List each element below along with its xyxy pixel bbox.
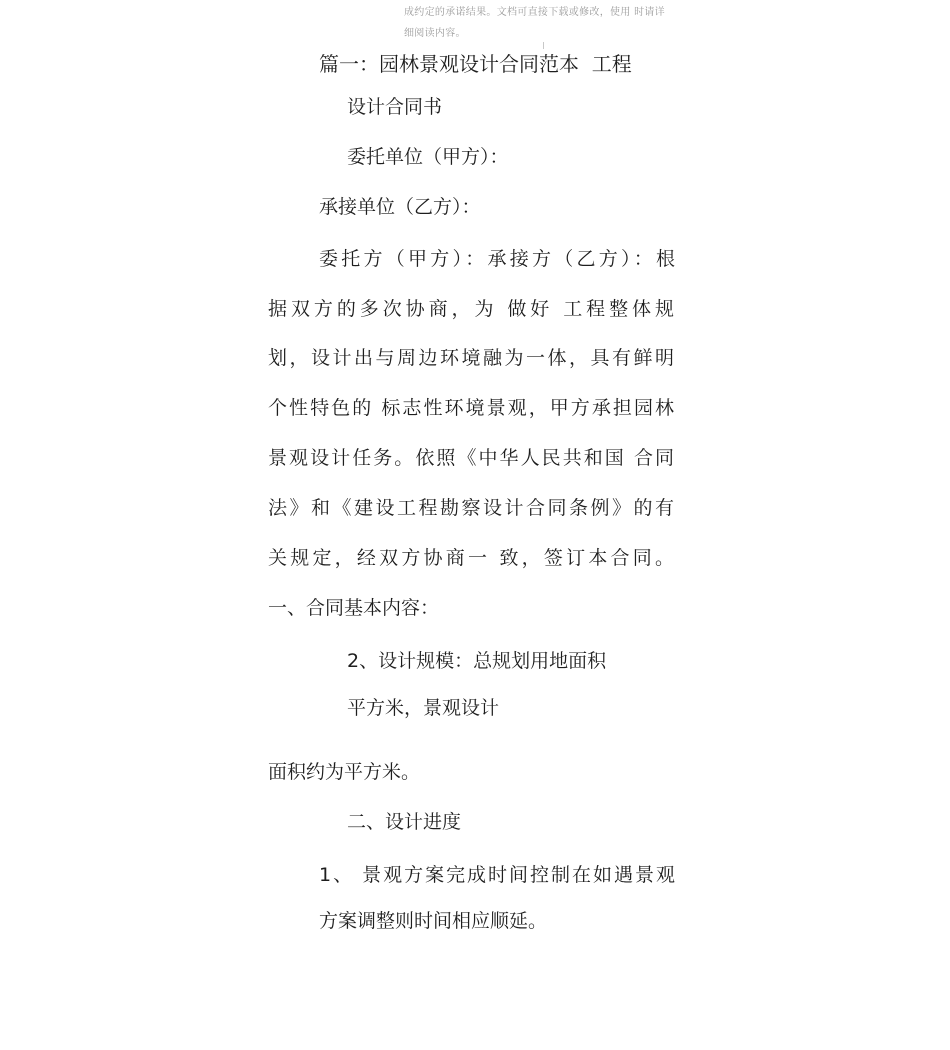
preamble-line-6: 法》和《建设工程勘察设计合同条例》的有 bbox=[268, 497, 674, 519]
header-note-line-2: 细阅读内容。 bbox=[404, 28, 466, 39]
header-tick-mark bbox=[543, 42, 544, 49]
progress-item-1-line-1: 1、 景观方案完成时间控制在如遇景观 bbox=[319, 864, 675, 886]
party-b-label: 承接单位（乙方）： bbox=[319, 196, 481, 218]
preamble-line-1: 委托方（甲方）：承接方（乙方）：根 bbox=[319, 248, 675, 270]
preamble-line-7: 关规定，经双方协商一 致，签订本合同。 bbox=[268, 547, 674, 569]
item-2-line-3: 面积约为平方米。 bbox=[268, 761, 421, 783]
item-2-line-2: 平方米，景观设计 bbox=[347, 697, 500, 719]
document-title-line-1: 篇一：园林景观设计合同范本 工程 bbox=[319, 52, 632, 76]
preamble-line-5: 景观设计任务。依照《中华人民共和国 合同 bbox=[268, 447, 674, 469]
preamble-line-4: 个性特色的 标志性环境景观，甲方承担园林 bbox=[268, 397, 674, 419]
preamble-line-3: 划，设计出与周边环境融为一体，具有鲜明 bbox=[268, 347, 674, 369]
preamble-line-2: 据双方的多次协商，为 做好 工程整体规 bbox=[268, 298, 674, 320]
header-note-line-1: 成约定的承诺结果。文档可直接下载或修改，使用 时请详 bbox=[404, 7, 665, 18]
section-2-heading: 二、设计进度 bbox=[347, 811, 462, 833]
progress-item-1-line-2: 方案调整则时间相应顺延。 bbox=[319, 910, 548, 932]
document-title-line-2: 设计合同书 bbox=[347, 96, 443, 118]
item-2-line-1: 2、设计规模：总规划用地面积 bbox=[347, 650, 607, 672]
section-1-heading: 一、合同基本内容： bbox=[268, 597, 440, 619]
party-a-label: 委托单位（甲方）： bbox=[347, 146, 509, 168]
